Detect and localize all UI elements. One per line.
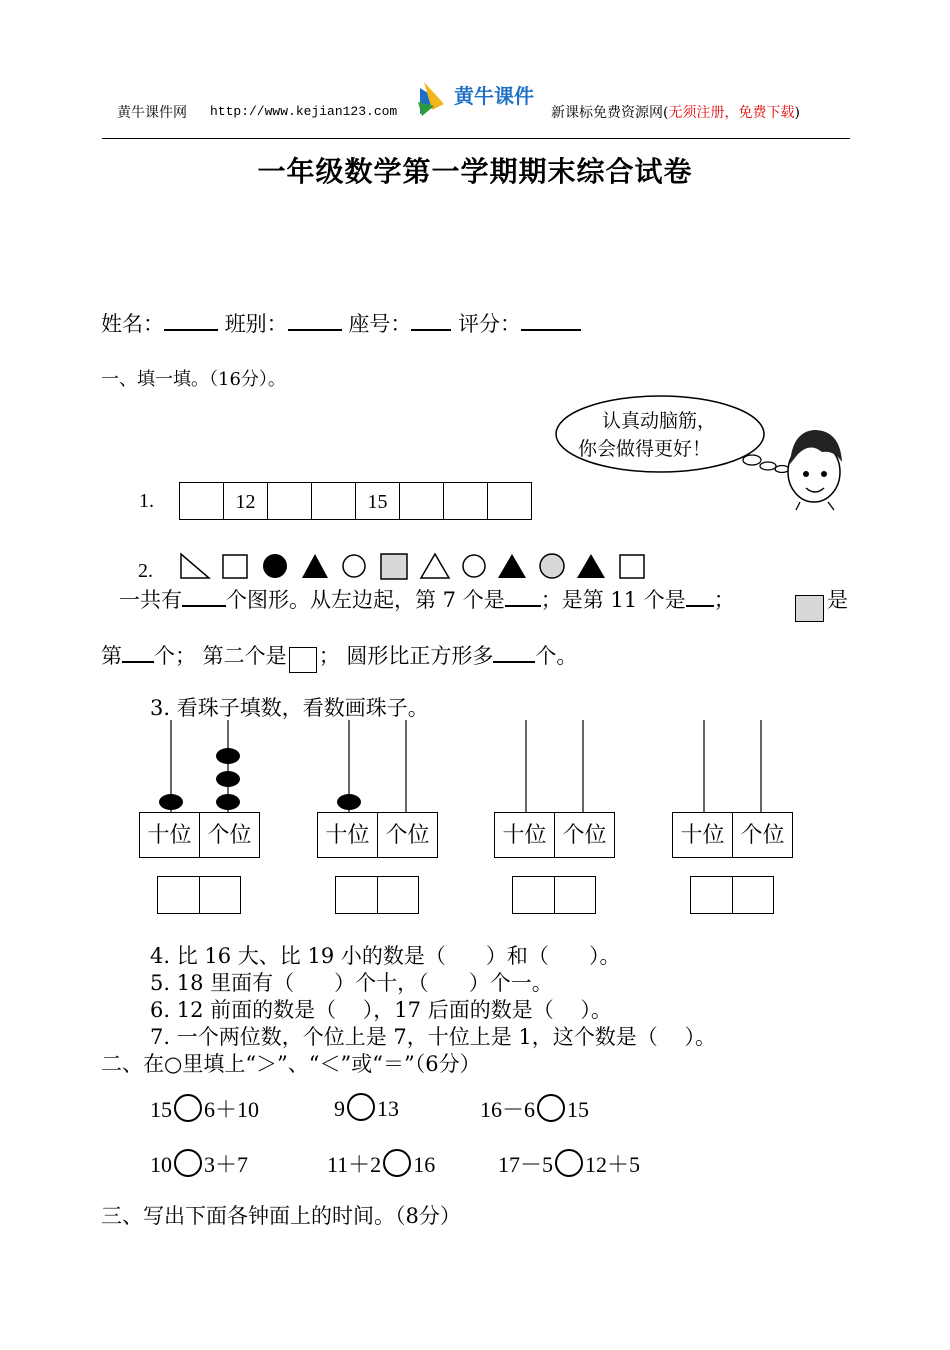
compare-left: 15 (150, 1097, 172, 1122)
q2-text: ； 圆形比正方形多 (318, 644, 494, 668)
seat-label: 座号： (348, 312, 412, 336)
circle-icon (463, 555, 485, 577)
sequence-cell[interactable] (444, 483, 488, 519)
compare-right: 6＋10 (204, 1097, 260, 1122)
answer-ones-cell[interactable] (555, 877, 596, 913)
answer-tens-cell[interactable] (158, 877, 200, 913)
tens-label: 十位 (318, 813, 378, 857)
header-url[interactable]: http://www.kejian123.com (210, 104, 398, 119)
section3-heading: 三、写出下面各钟面上的时间。（8分） (101, 1204, 461, 1228)
answer-blank[interactable] (686, 585, 714, 607)
name-label: 姓名： (101, 312, 164, 336)
ones-label: 个位 (207, 822, 252, 847)
q2-text: ；是第 11 个是 (540, 588, 686, 612)
q2-label: 2. (138, 560, 153, 582)
abacus-bead (216, 771, 240, 787)
answer-ones-cell[interactable] (200, 877, 241, 913)
square-icon (620, 555, 644, 578)
compare-left: 17－5 (498, 1152, 554, 1177)
circle-icon (343, 555, 365, 577)
gray-circle-icon (540, 554, 564, 578)
q2-text: 个； 第二个是 (154, 644, 287, 668)
answer-blank[interactable] (505, 585, 541, 607)
abacus-rods (130, 718, 810, 813)
compare-left: 16－6 (480, 1097, 536, 1122)
compare-right: 15 (567, 1097, 590, 1122)
tens-label: 十位 (673, 813, 733, 857)
answer-box-pair[interactable] (690, 876, 774, 914)
compare-right: 13 (377, 1096, 399, 1121)
answer-blank[interactable] (122, 641, 154, 663)
q2-line-1 (119, 584, 735, 614)
class-field[interactable] (288, 309, 342, 331)
name-field[interactable] (164, 309, 218, 331)
logo-text: 黄牛课件 (454, 84, 534, 108)
q2-text: ； (713, 588, 735, 612)
compare-circle[interactable] (383, 1149, 411, 1177)
answer-tens-cell[interactable] (336, 877, 378, 913)
q2-text: 个。 (535, 644, 578, 668)
score-label: 评分： (458, 312, 522, 336)
compare-circle[interactable] (174, 1149, 202, 1177)
compare-item (150, 1093, 259, 1124)
answer-box-pair[interactable] (512, 876, 596, 914)
number-sequence-strip (179, 482, 532, 520)
page-title: 一年级数学第一学期期末综合试卷 (257, 155, 693, 188)
q3-text: 3. 看珠子填数，看数画珠子。 (150, 696, 429, 720)
q6-text: 6. 12 前面的数是（ ），17 后面的数是（ ）。 (150, 998, 612, 1022)
student-info (101, 308, 581, 338)
abacus-bead (216, 748, 240, 764)
compare-right: 3＋7 (204, 1152, 249, 1177)
compare-item (480, 1093, 589, 1124)
compare-left: 10 (150, 1152, 172, 1177)
ones-label: 个位 (562, 822, 607, 847)
compare-circle[interactable] (537, 1094, 565, 1122)
answer-ones-cell[interactable] (733, 877, 774, 913)
place-value-box (139, 812, 260, 858)
sequence-cell[interactable] (488, 483, 531, 519)
q2-text: 一共有 (119, 588, 182, 612)
q2-text: 是 (827, 588, 848, 612)
answer-ones-cell[interactable] (378, 877, 419, 913)
q5-text: 5. 18 里面有（ ）个十，（ ）个一。 (150, 971, 553, 995)
filled-triangle-icon (577, 554, 605, 578)
filled-triangle-icon (498, 554, 526, 578)
section2-heading: 二、在○里填上“＞”、“＜”或“＝”（6分） (101, 1052, 481, 1076)
compare-item (327, 1148, 435, 1179)
sequence-cell: 12 (224, 483, 268, 519)
abacus-bead (159, 794, 183, 810)
q2-text: 第 (101, 644, 122, 668)
sequence-cell: 15 (356, 483, 400, 519)
compare-circle[interactable] (555, 1149, 583, 1177)
place-value-box (494, 812, 615, 858)
compare-item (498, 1148, 640, 1179)
q7-text: 7. 一个两位数，个位上是 7，十位上是 1，这个数是（ ）。 (150, 1025, 716, 1049)
q2-text: 个图形。从左边起，第 7 个是 (226, 588, 505, 612)
filled-circle-icon (263, 554, 287, 578)
sequence-cell[interactable] (268, 483, 312, 519)
answer-tens-cell[interactable] (513, 877, 555, 913)
sequence-cell[interactable] (312, 483, 356, 519)
bubble-line-1: 认真动脑筋， (602, 410, 717, 432)
encouragement-illustration (552, 392, 852, 517)
header-right-text (551, 102, 800, 122)
compare-left: 9 (334, 1096, 345, 1121)
header-site-name: 黄牛课件网 (117, 105, 187, 121)
right-triangle-icon (181, 554, 209, 578)
place-value-box (672, 812, 793, 858)
compare-circle[interactable] (347, 1093, 375, 1121)
place-value-box (317, 812, 438, 858)
compare-left: 11＋2 (327, 1152, 382, 1177)
class-label: 班别： (224, 312, 288, 336)
ones-label: 个位 (740, 822, 785, 847)
answer-blank[interactable] (182, 585, 226, 607)
header-red-note: 无须注册，免费下载 (668, 105, 795, 121)
seat-field[interactable] (411, 309, 451, 331)
score-field[interactable] (521, 309, 581, 331)
ones-label: 个位 (385, 822, 430, 847)
answer-tens-cell[interactable] (691, 877, 733, 913)
answer-box-pair[interactable] (157, 876, 241, 914)
header-right-close: ) (794, 105, 800, 121)
tens-label: 十位 (140, 813, 200, 857)
q2-line-2 (101, 640, 577, 673)
tens-label: 十位 (495, 813, 555, 857)
sequence-cell[interactable] (180, 483, 224, 519)
compare-item (334, 1093, 399, 1122)
sequence-cell[interactable] (400, 483, 444, 519)
compare-item (150, 1148, 248, 1179)
section1-heading: 一、填一填。（16分）。 (101, 369, 286, 390)
filled-triangle-icon (302, 554, 328, 578)
triangle-icon (421, 554, 449, 578)
bubble-line-2: 你会做得更好！ (578, 438, 712, 460)
square-icon (289, 647, 317, 673)
compare-right: 16 (413, 1152, 436, 1177)
square-icon (223, 555, 247, 578)
answer-blank[interactable] (493, 641, 535, 663)
compare-right: 12＋5 (585, 1152, 641, 1177)
header-logo (414, 76, 534, 118)
abacus-bead (337, 794, 361, 810)
gray-square-icon (795, 595, 824, 622)
header-divider (102, 138, 850, 139)
header-right-label: 新课标免费资源网( (551, 105, 669, 121)
q1-label: 1. (139, 490, 154, 512)
shape-sequence (175, 550, 655, 582)
q4-text: 4. 比 16 大、比 19 小的数是（ ）和（ ）。 (150, 944, 621, 968)
answer-box-pair[interactable] (335, 876, 419, 914)
compare-circle[interactable] (174, 1094, 202, 1122)
abacus-bead (216, 794, 240, 810)
gray-square-icon (381, 554, 407, 579)
